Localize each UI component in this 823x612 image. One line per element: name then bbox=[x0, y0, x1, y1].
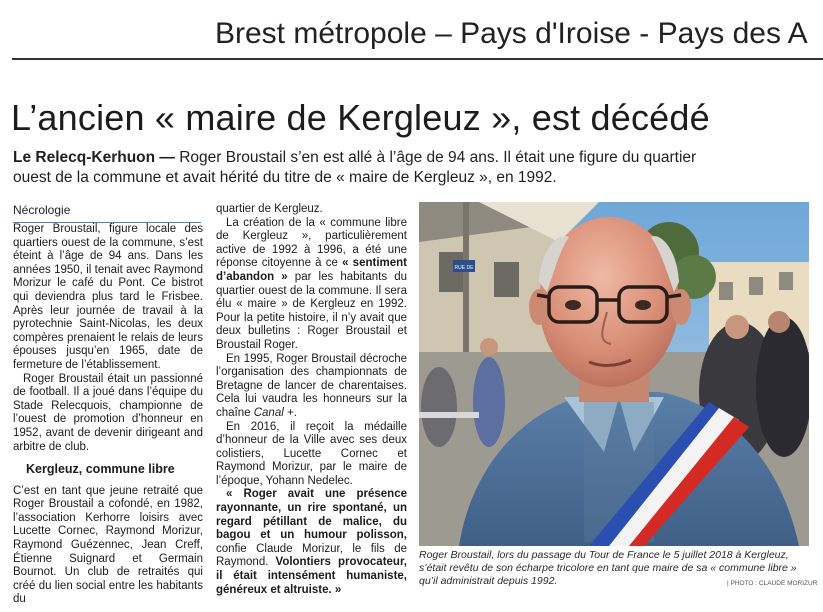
text-run: par les habitants du quartier ouest de la commune. Il sera élu « maire » de Kergleuz en 1992. Pour la petite histoire, il n’y avait que deux bulletins : Roger Broustail et Broustail Roger. bbox=[216, 270, 407, 351]
street-sign-label: RUE DE bbox=[454, 265, 474, 271]
photo-credit: | PHOTO : CLAUDE MORIZUR bbox=[727, 580, 818, 587]
paragraph: Roger Broustail, figure locale des quartiers ouest de la commune, s’est éteint à l’âge de 94 ans. Dans les années 1950, il tenait avec Raymond Morizur le café du Pont. Ce bistrot qui deviendra plus tard le Frisbee. Après leur journée de travail à la pyrotechnie Saint-Nicolas, les deux compères prenaient le relais de leurs épouses jusqu’en 1965, date de fermeture de l’établissement. bbox=[13, 223, 203, 371]
text-run: confie Claude Morizur, le fils de Raymond. bbox=[216, 542, 407, 569]
header-divider bbox=[12, 58, 823, 60]
text-run: La création de la « commune libre de Kergleuz », particulièrement active de 1992 à 1996, a été une réponse citoyenne à ce bbox=[216, 216, 407, 270]
quote-run: « sentiment d’abandon » bbox=[216, 257, 407, 283]
article-lede bbox=[13, 148, 713, 187]
section-title: Brest métropole – Pays d'Iroise - Pays des A bbox=[215, 17, 808, 50]
paragraph bbox=[216, 488, 407, 597]
paragraph: quartier de Kergleuz. bbox=[216, 203, 323, 215]
lede-text: Roger Broustail s’en est allé à l’âge de 94 ans. Il était une figure du quartier ouest de la commune et avait hérité du titre de « maire de Kergleuz », en 1992. bbox=[13, 149, 697, 186]
paragraph bbox=[216, 217, 407, 353]
paragraph: C’est en tant que jeune retraité que Roger Broustail a cofondé, en 1982, l’association Kerhorre loisirs avec Lucette Cornec, Raymond Morizur, Raymond Guézennec, Jean Creff, Étienne Suignard et Germain Bournot. Un club de retraités qui créé du lien social entre les habitants du bbox=[13, 484, 203, 606]
italic-run: Canal + bbox=[253, 406, 294, 419]
paragraph: Roger Broustail était un passionné de football. Il a joué dans l’équipe du Stade Relecquois, championne de l’ouest de promotion d’honneur en 1952, avant de devenir dirigeant and arbitre de club. bbox=[13, 372, 203, 453]
quote-run: Volontiers provocateur, il était intensément humaniste, généreux et altruiste. » bbox=[216, 556, 407, 596]
article-column-1 bbox=[13, 223, 203, 607]
rubric-label: Nécrologie bbox=[13, 203, 201, 223]
lede-place: Le Relecq-Kerhuon — bbox=[13, 149, 175, 166]
photo-illustration bbox=[419, 202, 809, 546]
article-subhead: Kergleuz, commune libre bbox=[26, 462, 175, 477]
quote-run: « Roger avait une présence rayonnante, un rire spontané, un regard pétillant de malice, du bagou et un humour polisson, bbox=[216, 488, 407, 542]
article-photo bbox=[419, 202, 809, 546]
photo-caption: Roger Broustail, lors du passage du Tour de France le 5 juillet 2018 à Kergleuz, s’était revêtu de son écharpe tricolore en tant que maire de sa « commune libre » qu’il administrait depuis 1992. bbox=[419, 549, 797, 587]
article-headline: L’ancien « maire de Kergleuz », est décédé bbox=[11, 97, 710, 138]
paragraph bbox=[216, 353, 407, 421]
text-run: . bbox=[293, 406, 297, 419]
text-run: En 1995, Roger Broustail décroche l’organisation des championnats de Bretagne de lancer de charentaises. Cela lui vaudra les honneurs sur la chaîne bbox=[216, 352, 407, 419]
paragraph: En 2016, il reçoit la médaille d’honneur de la Ville avec ses deux colistiers, Lucette Cornec et Raymond Morizur, par le maire de l’époque, Yohann Nedelec. bbox=[216, 420, 407, 487]
article-column-2 bbox=[216, 203, 407, 597]
section-header bbox=[0, 0, 823, 58]
